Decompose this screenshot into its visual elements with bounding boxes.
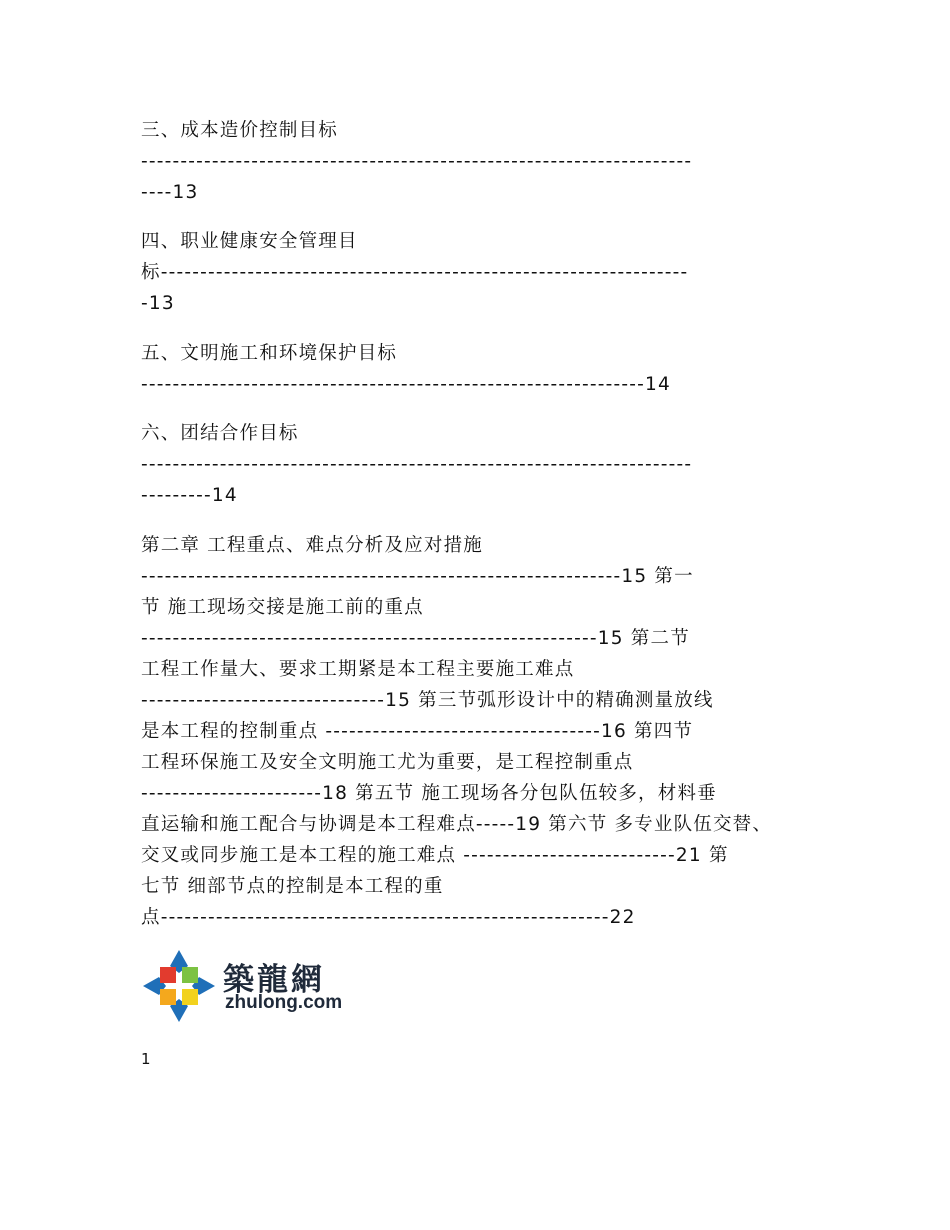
toc-line: 交叉或同步施工是本工程的施工难点 ---------------------------21 第 bbox=[141, 845, 729, 866]
logo-name-cn: 築龍網 bbox=[223, 962, 325, 998]
toc-line: -13 bbox=[141, 293, 175, 314]
toc-line: -------------------------------15 第三节弧形设计中的精确测量放线 bbox=[141, 690, 714, 711]
toc-line: ---------------------------------------------------------------------- bbox=[141, 151, 693, 172]
toc-line: -------------------------------------------------------------15 第一 bbox=[141, 566, 694, 587]
toc-line: 三、成本造价控制目标 bbox=[141, 120, 339, 141]
toc-line: 五、文明施工和环境保护目标 bbox=[141, 343, 398, 364]
toc-line: 第二章 工程重点、难点分析及应对措施 bbox=[141, 535, 483, 556]
toc-line: ----------------------------------------------------------------14 bbox=[141, 374, 671, 395]
toc-line: 标------------------------------------------------------------------- bbox=[141, 262, 689, 283]
toc-line: 点---------------------------------------------------------22 bbox=[141, 907, 636, 928]
toc-line: 四、职业健康安全管理目 bbox=[141, 231, 358, 252]
zhulong-emblem-icon bbox=[139, 946, 219, 1026]
toc-line: ---------------------------------------------------------------------- bbox=[141, 454, 693, 475]
toc-line: 七节 细部节点的控制是本工程的重 bbox=[141, 876, 444, 897]
zhulong-logo bbox=[139, 946, 351, 1026]
toc-line: 工程环保施工及安全文明施工尤为重要，是工程控制重点 bbox=[141, 752, 634, 773]
toc-line: ---------14 bbox=[141, 485, 238, 506]
toc-line: 直运输和施工配合与协调是本工程难点-----19 第六节 多专业队伍交替、 bbox=[141, 814, 773, 835]
toc-line: 工程工作量大、要求工期紧是本工程主要施工难点 bbox=[141, 659, 575, 680]
logo-name-en: zhulong.com bbox=[225, 992, 343, 1013]
page-number: 1 bbox=[141, 1050, 151, 1068]
toc-line: ----13 bbox=[141, 182, 199, 203]
toc-line: ----------------------------------------------------------15 第二节 bbox=[141, 628, 690, 649]
toc-line: 节 施工现场交接是施工前的重点 bbox=[141, 597, 424, 618]
toc-line: -----------------------18 第五节 施工现场各分包队伍较多，材料垂 bbox=[141, 783, 717, 804]
toc-line: 是本工程的控制重点 -----------------------------------16 第四节 bbox=[141, 721, 694, 742]
toc-line: 六、团结合作目标 bbox=[141, 423, 299, 444]
